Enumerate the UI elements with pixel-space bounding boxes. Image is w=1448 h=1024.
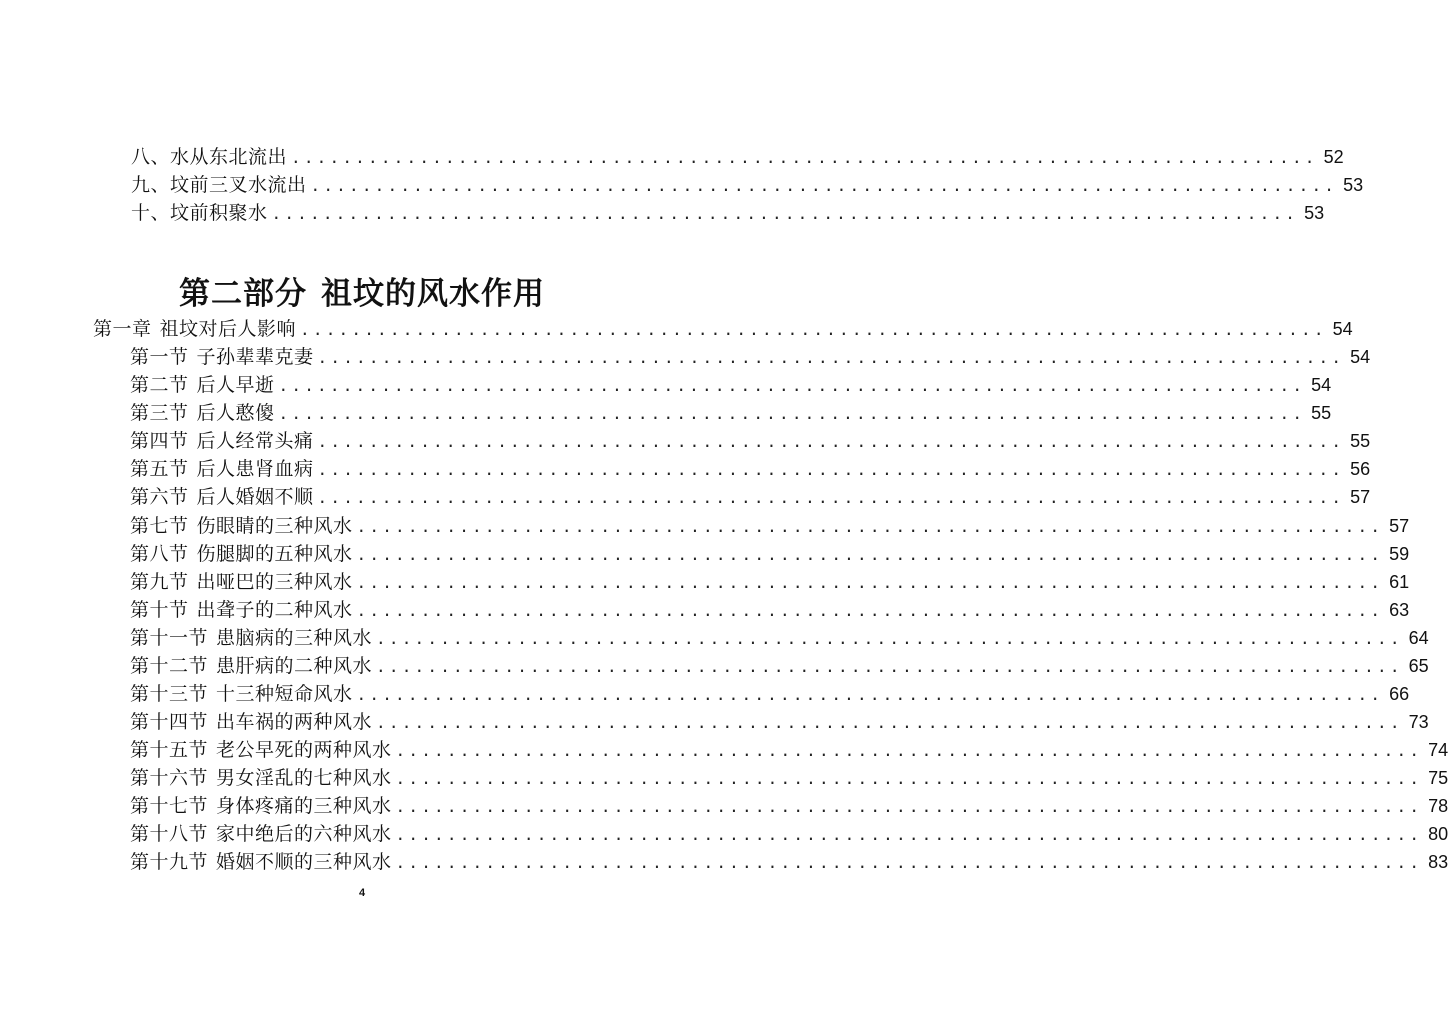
toc-section-label — [130, 849, 392, 875]
toc-section-page: 57 — [1389, 515, 1410, 536]
toc-section-entry[interactable] — [130, 737, 1448, 764]
toc-section-label — [130, 709, 372, 735]
section-title: 出聋子的二种风水 — [196, 598, 353, 621]
toc-leader-dots: ................................................................................ — [278, 376, 1306, 396]
toc-section-label — [130, 653, 372, 679]
toc-section-entry[interactable] — [130, 372, 1332, 399]
toc-leader-dots: ................................................................................ — [376, 628, 1403, 648]
toc-entry-label: 八、水从东北流出 — [131, 146, 288, 168]
toc-section-page: 74 — [1428, 740, 1448, 761]
section-title: 后人经常头痛 — [196, 430, 314, 453]
section-title: 老公早死的两种风水 — [216, 739, 392, 762]
toc-leader-dots: ................................................................................ — [317, 348, 1345, 367]
toc-section-label — [130, 821, 392, 847]
section-number: 第五节 — [130, 458, 189, 481]
toc-leader-dots: ................................................................................ — [395, 769, 1423, 789]
toc-section-label — [130, 765, 392, 791]
section-number: 第十六节 — [130, 767, 209, 790]
section-number: 第十三节 — [130, 683, 209, 705]
toc-section-label — [130, 484, 314, 510]
toc-chapter-label — [93, 316, 296, 342]
toc-section-label — [130, 513, 353, 539]
section-title: 后人早逝 — [196, 374, 275, 397]
section-number: 第十九节 — [130, 851, 209, 874]
toc-entry-page: 53 — [1343, 175, 1364, 195]
toc-entry[interactable] — [131, 172, 1364, 199]
toc-section-entry[interactable] — [130, 709, 1429, 736]
section-title: 后人患肾血病 — [196, 458, 314, 481]
toc-section-entry[interactable] — [130, 569, 1410, 596]
toc-section-entry[interactable] — [130, 793, 1448, 820]
toc-section-page: 63 — [1389, 599, 1410, 620]
section-number: 第十二节 — [130, 654, 209, 677]
toc-entry[interactable] — [131, 200, 1325, 227]
section-number: 第十一节 — [130, 626, 209, 649]
toc-leader-dots: ................................................................................ — [300, 320, 1327, 339]
section-title: 十三种短命风水 — [216, 683, 353, 705]
toc-leader-dots: ................................................................................ — [395, 797, 1423, 817]
section-number: 第八节 — [130, 542, 189, 565]
toc-section-page: 64 — [1408, 627, 1429, 648]
part-heading — [0, 268, 724, 313]
toc-section-label — [130, 428, 314, 454]
toc-section-page: 75 — [1428, 768, 1448, 789]
toc-section-entry[interactable] — [130, 456, 1371, 483]
section-title: 男女淫乱的七种风水 — [216, 767, 392, 790]
toc-section-entry[interactable] — [130, 484, 1371, 511]
toc-entry-page: 52 — [1323, 147, 1344, 167]
toc-section-page: 80 — [1428, 824, 1448, 845]
toc-section-entry[interactable] — [130, 344, 1371, 371]
toc-leader-dots: ................................................................................ — [395, 853, 1423, 873]
section-title: 子孙辈辈克妻 — [196, 346, 314, 368]
toc-section-label — [130, 372, 275, 398]
section-number: 第十节 — [130, 598, 189, 621]
toc-leader-dots: ................................................................................ — [317, 488, 1345, 508]
toc-section-label — [130, 625, 372, 651]
section-number: 第十五节 — [130, 739, 209, 762]
toc-leader-dots: ................................................................................ — [376, 713, 1403, 732]
toc-section-entry[interactable] — [130, 541, 1410, 568]
toc-section-label — [130, 569, 353, 595]
section-number: 第四节 — [130, 430, 189, 453]
section-number: 第六节 — [130, 486, 189, 509]
toc-section-page: 55 — [1350, 431, 1371, 452]
toc-leader-dots: ................................................................................ — [310, 176, 1338, 195]
toc-section-entry[interactable] — [130, 653, 1429, 680]
section-title: 出车祸的两种风水 — [216, 711, 373, 733]
section-title: 伤眼睛的三种风水 — [196, 514, 353, 537]
chapter-title: 祖坟对后人影响 — [159, 318, 297, 340]
section-title: 患脑病的三种风水 — [216, 626, 373, 649]
toc-leader-dots: ................................................................................ — [356, 572, 1384, 592]
toc-section-label — [130, 541, 353, 567]
toc-section-page: 61 — [1389, 571, 1410, 592]
section-title: 婚姻不顺的三种风水 — [216, 851, 392, 874]
section-number: 第十八节 — [130, 823, 209, 846]
toc-leader-dots: ................................................................................ — [278, 404, 1306, 424]
toc-section-entry[interactable] — [130, 597, 1410, 624]
toc-section-entry[interactable] — [130, 849, 1448, 876]
section-title: 后人婚姻不顺 — [196, 486, 314, 509]
section-number: 第三节 — [130, 402, 189, 425]
toc-leader-dots: ................................................................................ — [356, 544, 1384, 564]
toc-section-entry[interactable] — [130, 681, 1410, 708]
toc-entry-label: 九、坟前三叉水流出 — [131, 174, 307, 196]
toc-section-page: 73 — [1408, 712, 1429, 732]
toc-section-page: 83 — [1428, 852, 1448, 873]
toc-section-entry[interactable] — [130, 821, 1448, 848]
toc-leader-dots: ................................................................................ — [317, 432, 1345, 452]
section-title: 后人憨傻 — [196, 402, 275, 425]
toc-leader-dots: ................................................................................ — [291, 148, 1318, 167]
section-number: 第十七节 — [130, 795, 209, 818]
toc-leader-dots: ................................................................................ — [395, 741, 1423, 761]
section-title: 患肝病的二种风水 — [216, 654, 373, 677]
toc-section-page: 65 — [1408, 655, 1429, 676]
toc-entry[interactable] — [131, 144, 1344, 171]
section-number: 第七节 — [130, 514, 189, 537]
page-number: 4 — [358, 887, 366, 899]
chapter-number: 第一章 — [93, 318, 152, 340]
toc-leader-dots: ................................................................................ — [356, 600, 1384, 620]
toc-section-label — [130, 400, 275, 426]
toc-leader-dots: ................................................................................ — [395, 825, 1423, 845]
toc-section-entry[interactable] — [130, 765, 1448, 792]
part-number: 第二部分 — [179, 276, 307, 312]
toc-leader-dots: ................................................................................ — [317, 460, 1345, 480]
part-title: 祖坟的风水作用 — [321, 276, 545, 312]
toc-section-page: 57 — [1350, 487, 1371, 508]
toc-section-label — [130, 793, 392, 819]
toc-leader-dots: ................................................................................ — [376, 656, 1403, 676]
toc-section-page: 54 — [1350, 347, 1371, 367]
toc-section-page: 55 — [1311, 403, 1332, 424]
toc-section-entry[interactable] — [130, 625, 1429, 652]
toc-section-page: 78 — [1428, 796, 1448, 817]
toc-section-entry[interactable] — [130, 428, 1371, 455]
toc-section-label — [130, 456, 314, 482]
toc-chapter-entry[interactable] — [93, 316, 1353, 343]
section-number: 第九节 — [130, 570, 189, 593]
toc-section-label — [130, 737, 392, 763]
toc-section-page: 59 — [1389, 543, 1410, 564]
section-title: 身体疼痛的三种风水 — [216, 795, 392, 818]
toc-section-label — [130, 681, 353, 707]
toc-entry-label: 十、坟前积聚水 — [131, 202, 268, 224]
toc-chapter-page: 54 — [1332, 319, 1353, 339]
toc-section-page: 66 — [1389, 684, 1410, 704]
section-number: 第二节 — [130, 374, 189, 397]
toc-section-page: 54 — [1311, 375, 1332, 396]
section-number: 第一节 — [130, 346, 189, 368]
section-title: 家中绝后的六种风水 — [216, 823, 392, 846]
toc-section-entry[interactable] — [130, 400, 1332, 427]
section-number: 第十四节 — [130, 711, 209, 733]
toc-leader-dots: ................................................................................ — [356, 685, 1384, 704]
toc-leader-dots: ................................................................................ — [356, 516, 1384, 536]
toc-entry-page: 53 — [1304, 203, 1325, 223]
toc-section-label — [130, 344, 314, 370]
section-title: 伤腿脚的五种风水 — [196, 542, 353, 565]
toc-section-page: 56 — [1350, 459, 1371, 480]
section-title: 出哑巴的三种风水 — [196, 570, 353, 593]
toc-leader-dots: ................................................................................ — [271, 204, 1299, 223]
toc-section-label — [130, 597, 353, 623]
toc-section-entry[interactable] — [130, 513, 1410, 540]
